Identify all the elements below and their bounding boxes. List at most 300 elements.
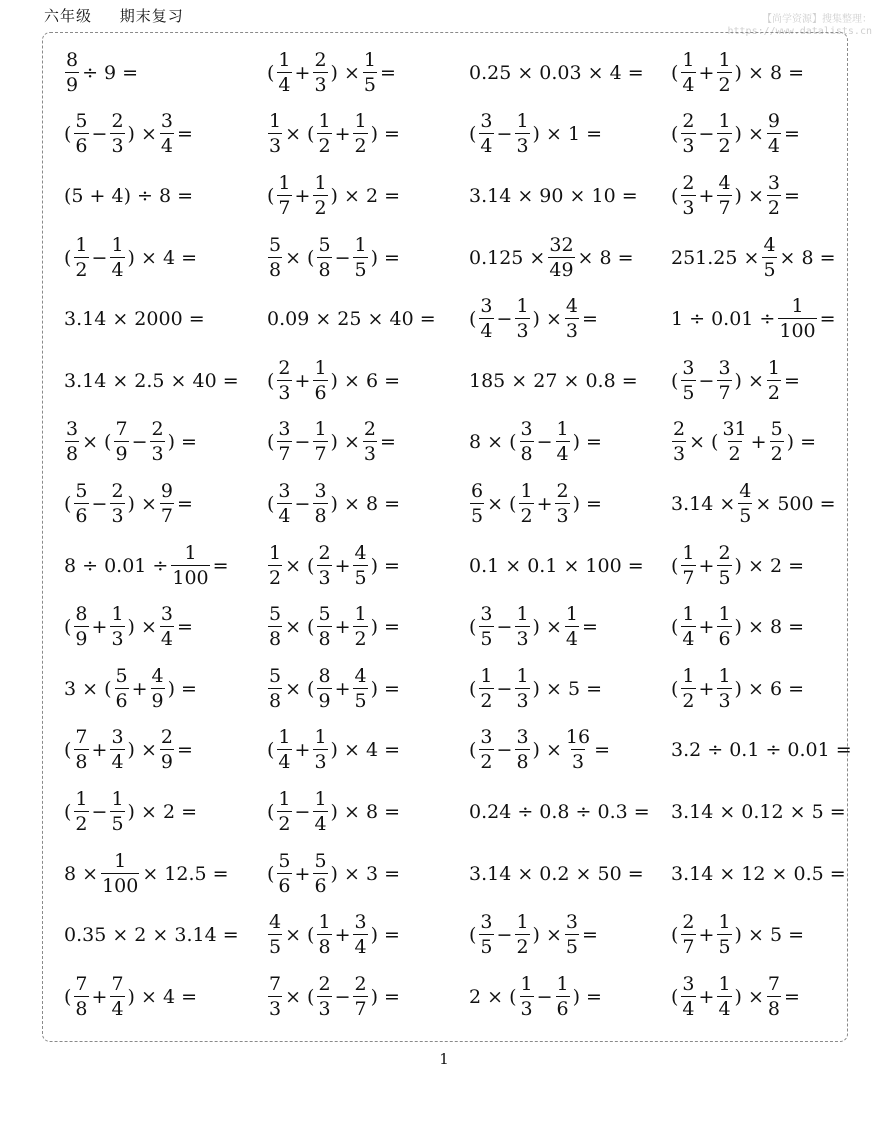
numerator: 1 [75,233,88,256]
denominator: 8 [66,443,79,466]
expr-text: ( [469,616,477,639]
fraction [317,664,331,712]
expr-text: 3.14 × 12 × 0.5 = [671,862,846,885]
numerator: 1 [278,787,291,810]
expr-text: − [698,123,715,146]
expr-text: = [784,123,800,146]
fraction [101,849,139,897]
expr-text: ) × 5 = [734,924,804,947]
denominator: 2 [516,936,529,959]
numerator: 3 [66,418,79,441]
denominator: 4 [556,443,569,466]
expr-text: ) × [734,985,764,1008]
expr-text: ( [267,862,275,885]
expr-text: ) = [572,431,602,454]
expr-text: × ( [285,246,315,269]
problem-row [63,535,853,597]
expr-text: × 8 = [779,246,836,269]
numerator: 2 [682,110,695,133]
fraction [681,664,695,712]
denominator: 9 [115,443,128,466]
fraction [479,297,493,341]
fraction [479,664,493,712]
fraction [717,356,731,404]
denominator: 9 [318,689,331,712]
fraction [160,479,174,527]
numerator: 1 [556,418,569,441]
expr-text: ) × [127,616,157,639]
expr-text: ) × [532,308,562,331]
expr-text: ( [671,985,679,1008]
numerator: 1 [354,603,367,626]
numerator: 1 [278,726,291,749]
expr-text: ) × 8 = [734,61,804,84]
numerator: 2 [111,110,124,133]
problem [468,781,651,843]
expr-text: 3.14 × 90 × 10 = [469,184,638,207]
numerator: 4 [565,295,578,318]
watermark-line2: https://www.datalists.cn [727,26,872,37]
expr-text: ( [267,61,275,84]
expr-text: + [294,739,311,762]
fraction [277,849,291,897]
fraction [110,605,124,649]
denominator: 8 [75,997,88,1020]
denominator: 100 [779,320,816,343]
numerator: 2 [318,541,331,564]
numerator: 5 [318,603,331,626]
numerator: 4 [269,911,282,934]
numerator: 1 [516,664,529,687]
expr-text: 3.14 × [671,492,736,515]
expr-text: ( [671,677,679,700]
problem-row [63,596,853,658]
expr-text: + [698,184,715,207]
numerator: 1 [718,110,731,133]
expr-text: ) = [370,246,400,269]
expr-text: − [536,431,553,454]
fraction [519,479,533,527]
expr-text: 2 × ( [469,985,517,1008]
expr-text: 8 × ( [469,431,517,454]
numerator: 1 [516,295,529,318]
denominator: 5 [739,504,752,527]
fraction [717,972,731,1020]
expr-text: ) × 8 = [330,492,400,515]
expr-text: = [582,616,598,639]
numerator: 5 [278,849,291,872]
expr-text: + [91,616,108,639]
page-header [44,5,206,26]
denominator: 3 [278,381,291,404]
numerator: 1 [314,171,327,194]
expr-text: + [91,739,108,762]
denominator: 3 [111,504,124,527]
numerator: 5 [314,849,327,872]
fraction [762,233,776,281]
expr-text: ) = [786,431,817,454]
fraction [313,356,327,404]
expr-text: ) = [370,677,400,700]
problem-row [63,781,853,843]
expr-text: × ( [487,492,517,515]
numerator: 3 [480,295,493,318]
fraction [353,913,367,957]
denominator: 4 [682,73,695,96]
problem [468,42,645,104]
fraction [479,605,493,649]
fraction [770,420,784,464]
fraction [313,48,327,96]
expr-text: − [91,123,108,146]
expr-text: − [131,431,148,454]
expr-text: ( [469,123,477,146]
fraction [313,479,327,527]
denominator: 8 [520,443,533,466]
fraction [171,541,209,589]
numerator: 1 [111,603,124,626]
denominator: 4 [480,135,493,158]
problem [670,720,853,782]
expr-text: ) = [370,985,400,1008]
denominator: 5 [682,381,695,404]
problem [63,227,198,289]
denominator: 9 [66,73,79,96]
problem [670,412,817,474]
denominator: 5 [480,628,493,651]
fraction [717,913,731,957]
numerator: 3 [354,911,367,934]
denominator: 5 [718,936,731,959]
fraction [515,112,529,156]
expr-text: ) × 2 = [330,184,400,207]
denominator: 6 [314,381,327,404]
fraction [515,605,529,649]
problem [63,904,240,966]
denominator: 4 [354,936,367,959]
problem [63,412,198,474]
fraction [515,728,529,772]
fraction [74,728,88,772]
fraction [555,479,569,527]
expr-text: 185 × 27 × 0.8 = [469,369,638,392]
expr-text: 3.14 × 0.2 × 50 = [469,862,644,885]
denominator: 2 [75,812,88,835]
expr-text: + [698,985,715,1008]
denominator: 3 [571,751,585,774]
fraction [353,541,367,589]
numerator: 5 [770,418,783,441]
numerator: 4 [354,541,367,564]
fraction [317,233,331,281]
expr-text: − [294,492,311,515]
fraction [317,541,331,589]
numerator: 1 [75,787,88,810]
numerator: 8 [66,48,79,71]
expr-text: (5 + 4) ÷ 8 = [64,184,194,207]
problem [670,42,805,104]
fraction [268,233,282,281]
fraction [767,356,781,404]
fraction [313,849,327,897]
expr-text: ( [64,739,72,762]
denominator: 2 [278,812,291,835]
expr-text: − [698,369,715,392]
expr-text: − [496,739,513,762]
expr-text: ) × [127,492,157,515]
denominator: 2 [354,628,367,651]
expr-text: + [334,924,351,947]
fraction [74,112,88,156]
problem [670,781,847,843]
fraction [150,420,164,464]
denominator: 4 [160,135,173,158]
denominator: 7 [718,196,731,219]
numerator: 3 [480,110,493,133]
numerator: 3 [160,603,173,626]
fraction [268,913,282,957]
fraction [277,171,291,219]
denominator: 2 [480,751,493,774]
expr-text: ) = [572,985,602,1008]
denominator: 6 [314,874,327,897]
fraction [479,728,493,772]
numerator: 1 [565,603,578,626]
denominator: 2 [682,689,695,712]
expr-text: − [91,800,108,823]
problem-row [63,966,853,1028]
fraction [565,913,579,957]
fraction [767,972,781,1020]
problem-row [63,473,853,535]
expr-text: − [294,431,311,454]
expr-text: ) × [734,123,764,146]
fraction [65,420,79,464]
problem [63,658,198,720]
expr-text: 0.24 ÷ 0.8 ÷ 0.3 = [469,800,650,823]
problem [468,658,603,720]
denominator: 2 [318,135,331,158]
expr-text: + [131,677,148,700]
fraction [110,233,124,281]
expr-text: ) × 2 = [127,800,197,823]
denominator: 3 [718,689,731,712]
expr-text: ) = [370,924,400,947]
expr-text: ) × [532,616,562,639]
fraction [681,605,695,649]
problem-row [63,227,853,289]
expr-text: ) = [572,492,602,515]
denominator: 5 [269,936,282,959]
numerator: 4 [354,664,367,687]
problem [266,658,401,720]
denominator: 4 [480,320,493,343]
problem [468,227,635,289]
denominator: 9 [160,751,173,774]
denominator: 4 [111,997,124,1020]
numerator: 1 [354,233,367,256]
problem [468,966,603,1028]
expr-text: + [698,677,715,700]
problem [468,720,611,782]
numerator: 32 [549,233,574,256]
problem-row [63,412,853,474]
expr-text: × ( [82,431,112,454]
fraction [717,664,731,712]
denominator: 100 [172,566,209,589]
denominator: 5 [718,566,731,589]
fraction [268,972,282,1020]
expr-text: ) = [370,616,400,639]
expr-text: + [334,616,351,639]
numerator: 1 [718,972,731,995]
expr-text: = [380,61,396,84]
fraction [160,728,174,772]
fraction [717,48,731,96]
expr-text: 3.14 × 2.5 × 40 = [64,369,239,392]
expr-text: × ( [285,985,315,1008]
numerator: 2 [673,418,686,441]
grade-label: 六年级 [44,7,93,25]
fraction [313,787,327,835]
problem [266,843,401,905]
numerator: 1 [114,849,127,872]
expr-text: + [698,61,715,84]
numerator: 3 [480,726,493,749]
fraction [681,48,695,96]
problem [468,596,599,658]
denominator: 4 [278,751,291,774]
problem [63,42,139,104]
numerator: 31 [722,418,747,441]
expr-text: = [784,985,800,1008]
denominator: 4 [111,751,124,774]
problem-row [63,720,853,782]
fraction [277,787,291,835]
numerator: 5 [115,664,128,687]
fraction [268,541,282,589]
numerator: 2 [318,972,331,995]
numerator: 3 [314,479,327,502]
expr-text: ) × 4 = [330,739,400,762]
problem [63,781,198,843]
numerator: 1 [184,541,197,564]
denominator: 4 [314,812,327,835]
expr-text: ) = [167,431,197,454]
fraction [317,913,331,957]
expr-text: ) × [127,739,157,762]
denominator: 3 [682,135,695,158]
expr-text: ( [267,184,275,207]
fraction [110,728,124,772]
expr-text: = [380,431,396,454]
numerator: 2 [682,911,695,934]
numerator: 1 [718,911,731,934]
fraction [515,297,529,341]
denominator: 3 [111,628,124,651]
fraction [110,479,124,527]
expr-text: = [177,123,193,146]
expr-text: + [334,123,351,146]
denominator: 3 [520,997,533,1020]
fraction [556,972,570,1020]
denominator: 3 [516,628,529,651]
numerator: 3 [718,356,731,379]
problem [670,165,801,227]
watermark-line1: 【尚学资源】搜集整理： [762,14,872,25]
denominator: 5 [363,73,376,96]
denominator: 8 [318,628,331,651]
problem [266,966,401,1028]
numerator: 1 [767,356,780,379]
expr-text: 0.25 × 0.03 × 4 = [469,61,644,84]
numerator: 1 [718,48,731,71]
numerator: 3 [480,911,493,934]
numerator: 4 [739,479,752,502]
expr-text: 0.125 × [469,246,546,269]
fraction [479,112,493,156]
expr-text: 0.09 × 25 × 40 = [267,308,436,331]
expr-text: + [294,61,311,84]
numerator: 2 [160,726,173,749]
numerator: 5 [269,664,282,687]
expr-text: ) × 2 = [734,554,804,577]
fraction [74,233,88,281]
problem [266,227,401,289]
problem [266,473,401,535]
denominator: 3 [269,997,282,1020]
numerator: 2 [151,418,164,441]
fraction [160,605,174,649]
fraction [277,48,291,96]
fraction [160,112,174,156]
numerator: 2 [278,356,291,379]
problem [63,535,230,597]
expr-text: ( [64,616,72,639]
expr-text: + [294,862,311,885]
denominator: 5 [354,258,367,281]
expr-text: × ( [285,924,315,947]
denominator: 3 [151,443,164,466]
denominator: 5 [354,689,367,712]
expr-text: × 500 = [755,492,836,515]
problem [266,288,437,350]
denominator: 5 [763,258,776,281]
numerator: 3 [278,479,291,502]
numerator: 3 [682,356,695,379]
fraction [470,479,484,527]
problem [670,473,837,535]
denominator: 4 [682,628,695,651]
fraction [767,171,781,219]
fraction [515,664,529,712]
denominator: 2 [480,689,493,712]
numerator: 1 [354,110,367,133]
expr-text: = [177,616,193,639]
denominator: 3 [318,997,331,1020]
numerator: 3 [516,726,529,749]
expr-text: ( [671,924,679,947]
expr-text: 1 ÷ 0.01 ÷ [671,308,776,331]
expr-text: + [698,616,715,639]
fraction [721,420,747,464]
problem-row [63,904,853,966]
denominator: 3 [516,689,529,712]
denominator: 2 [718,135,731,158]
expr-text: ) = [167,677,197,700]
denominator: 8 [767,997,780,1020]
denominator: 8 [318,258,331,281]
